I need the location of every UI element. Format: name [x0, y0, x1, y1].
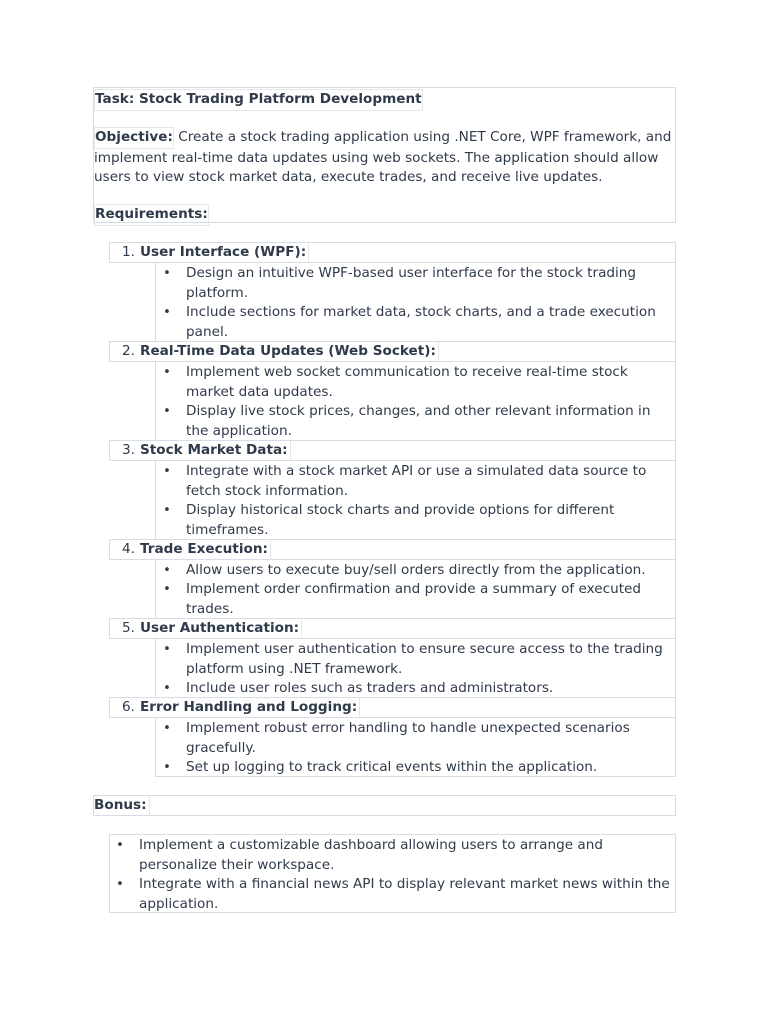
requirement-item	[109, 242, 676, 263]
requirement-number: 3.	[122, 442, 135, 458]
bullet-icon: •	[163, 365, 171, 380]
requirement-number: 6.	[122, 699, 135, 715]
bullet-icon: •	[163, 681, 171, 696]
requirement-number: 2.	[122, 343, 135, 359]
task-title: Task: Stock Trading Platform Development	[94, 89, 423, 111]
objective-paragraph	[94, 127, 676, 188]
list-item: Include user roles such as traders and administrators.	[186, 680, 554, 696]
requirement-number: 4.	[122, 541, 135, 557]
requirement-sublist	[155, 262, 676, 342]
requirement-number: 1.	[122, 244, 135, 260]
list-item: Display historical stock charts and provide options for different timeframes.	[186, 502, 615, 538]
list-item: Implement robust error handling to handle unexpected scenarios gracefully.	[186, 720, 630, 756]
requirement-title: Trade Execution:	[140, 540, 271, 559]
list-item: Implement a customizable dashboard allowing users to arrange and personalize their workspace.	[139, 837, 603, 873]
bullet-icon: •	[163, 305, 171, 320]
requirement-title: Real-Time Data Updates (Web Socket):	[140, 342, 439, 361]
list-item: Include sections for market data, stock charts, and a trade execution panel.	[186, 304, 656, 340]
requirement-sublist	[155, 717, 676, 777]
requirements-label: Requirements:	[94, 204, 209, 226]
objective-text: Create a stock trading application using .NET Core, WPF framework, and implement real-time data updates using web sockets. The application should allow users to view stock market data, execute trades, and receive live updates.	[94, 129, 672, 185]
list-item: Implement user authentication to ensure secure access to the trading platform using .NET framework.	[186, 641, 663, 677]
requirement-item	[109, 618, 676, 639]
list-item: Integrate with a stock market API or use a simulated data source to fetch stock information.	[186, 463, 647, 499]
list-item: Design an intuitive WPF-based user interface for the stock trading platform.	[186, 265, 637, 301]
bullet-icon: •	[163, 760, 171, 775]
bullet-icon: •	[163, 563, 171, 578]
bullet-icon: •	[163, 266, 171, 281]
requirement-sublist	[155, 460, 676, 540]
requirement-title: User Interface (WPF):	[140, 243, 309, 262]
list-item: Implement order confirmation and provide a summary of executed trades.	[186, 581, 642, 617]
bullet-icon: •	[163, 642, 171, 657]
requirement-title: Stock Market Data:	[140, 441, 291, 460]
bullet-icon: •	[163, 503, 171, 518]
list-item: Integrate with a financial news API to display relevant market news within the application.	[139, 876, 670, 912]
list-item: Display live stock prices, changes, and other relevant information in the application.	[186, 403, 651, 439]
task-intro-block	[93, 87, 676, 223]
requirement-number: 5.	[122, 620, 135, 636]
requirement-item	[109, 697, 676, 718]
bonus-label: Bonus:	[94, 796, 150, 815]
list-item: Allow users to execute buy/sell orders directly from the application.	[186, 562, 646, 578]
bullet-icon: •	[163, 404, 171, 419]
list-item: Implement web socket communication to receive real-time stock market data updates.	[186, 364, 628, 400]
requirement-sublist	[155, 361, 676, 441]
bullet-icon: •	[116, 838, 124, 853]
requirement-item	[109, 539, 676, 560]
requirement-sublist	[155, 559, 676, 619]
requirement-sublist	[155, 638, 676, 698]
bullet-icon: •	[116, 877, 124, 892]
bonus-label-block	[93, 795, 676, 816]
requirement-title: Error Handling and Logging:	[140, 698, 360, 717]
requirement-item	[109, 341, 676, 362]
list-item: Set up logging to track critical events within the application.	[186, 759, 598, 775]
requirement-item	[109, 440, 676, 461]
bonus-list	[109, 834, 676, 913]
requirement-title: User Authentication:	[140, 619, 302, 638]
bullet-icon: •	[163, 721, 171, 736]
bullet-icon: •	[163, 582, 171, 597]
objective-label: Objective:	[94, 127, 174, 149]
bullet-icon: •	[163, 464, 171, 479]
